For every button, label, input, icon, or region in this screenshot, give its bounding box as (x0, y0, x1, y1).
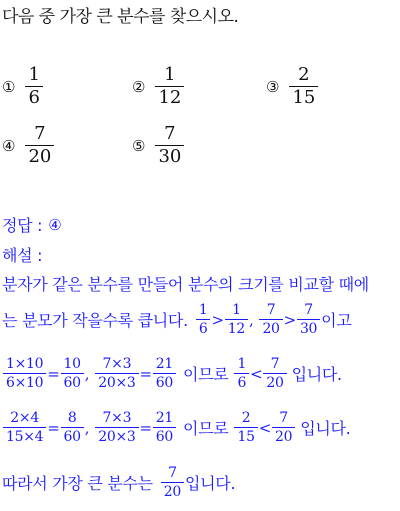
denominator: 20 (25, 145, 54, 166)
equals: = (47, 364, 60, 383)
comma: , (84, 418, 90, 437)
denominator: 60 (153, 427, 176, 444)
denominator: 60 (61, 427, 84, 444)
fraction (3, 411, 46, 444)
fraction (3, 357, 46, 390)
option-fraction (25, 125, 54, 166)
answer-line (2, 213, 61, 236)
option-fraction (25, 66, 42, 107)
line2-text: 는 분모가 작을수록 큽니다. (2, 311, 188, 330)
option-marker: ④ (2, 136, 16, 155)
less-than: < (250, 364, 263, 383)
fraction (196, 303, 211, 336)
line4-mid: 이므로 (183, 419, 229, 438)
numerator: 7×3 (102, 410, 132, 426)
option-marker: ① (2, 77, 16, 96)
line5-tail: 입니다. (184, 474, 236, 493)
option-fraction (289, 66, 318, 107)
explanation-line-5 (2, 466, 235, 499)
denominator: 12 (225, 319, 248, 336)
fraction (259, 303, 282, 336)
fraction (272, 411, 295, 444)
option-1[interactable] (2, 66, 43, 107)
denominator: 6×10 (3, 373, 46, 390)
numerator: 2 (241, 410, 251, 426)
explanation-line-4 (2, 411, 350, 444)
numerator: 1 (232, 302, 241, 318)
fraction (95, 411, 138, 444)
comma: , (248, 310, 254, 329)
numerator: 7 (168, 465, 177, 481)
equals: = (139, 418, 152, 437)
fraction (263, 357, 286, 390)
denominator: 20 (263, 373, 286, 390)
numerator: 7 (304, 302, 313, 318)
fraction (153, 411, 176, 444)
denominator: 6 (196, 319, 211, 336)
option-marker: ⑤ (132, 136, 146, 155)
numerator: 7 (266, 302, 276, 318)
less-than: < (258, 418, 271, 437)
fraction (153, 357, 176, 390)
fraction (61, 357, 84, 390)
numerator: 7×3 (102, 356, 132, 372)
denominator: 20×3 (95, 373, 138, 390)
option-4[interactable] (2, 125, 54, 166)
numerator: 21 (155, 356, 173, 372)
denominator: 20×3 (95, 427, 138, 444)
line5-text: 따라서 가장 큰 분수는 (2, 474, 153, 493)
greater-than: > (211, 310, 224, 329)
option-marker: ③ (266, 77, 280, 96)
denominator: 30 (297, 319, 320, 336)
fraction (297, 303, 320, 336)
denominator: 6 (234, 373, 249, 390)
denominator: 20 (259, 319, 282, 336)
line4-tail: 입니다. (300, 419, 351, 438)
explanation-line-3 (2, 357, 342, 390)
line2-tail: 이고 (321, 311, 352, 330)
denominator: 6 (25, 86, 42, 107)
numerator: 7 (270, 356, 280, 372)
numerator: 21 (155, 410, 173, 426)
fraction (225, 303, 248, 336)
explanation-label: 해설 : (2, 246, 43, 265)
denominator: 12 (155, 86, 184, 107)
answer-label: 정답 : (2, 216, 43, 235)
explanation-line-2 (2, 303, 351, 336)
numerator: 2 (298, 64, 310, 85)
numerator: 7 (34, 123, 46, 144)
equals: = (47, 418, 60, 437)
numerator: 7 (164, 123, 176, 144)
option-fraction (155, 66, 184, 107)
comma: , (84, 364, 90, 383)
line3-mid: 이므로 (183, 365, 229, 384)
option-3[interactable] (266, 66, 318, 107)
numerator: 1 (198, 302, 208, 318)
denominator: 15 (289, 86, 318, 107)
equals: = (139, 364, 152, 383)
greater-than: > (283, 310, 296, 329)
line3-tail: 입니다. (291, 365, 342, 384)
option-5[interactable] (132, 125, 184, 166)
numerator: 1 (28, 64, 40, 85)
denominator: 30 (155, 145, 184, 166)
denominator: 15 (234, 427, 257, 444)
explanation-line-1: 분자가 같은 분수를 만들어 분수의 크기를 비교할 때에 (2, 275, 369, 294)
numerator: 8 (67, 410, 77, 426)
denominator: 60 (61, 373, 84, 390)
numerator: 1×10 (6, 356, 44, 372)
answer-value: ④ (48, 215, 62, 234)
denominator: 60 (153, 373, 176, 390)
option-marker: ② (132, 77, 146, 96)
numerator: 10 (63, 356, 81, 372)
fraction (234, 357, 249, 390)
fraction (61, 411, 84, 444)
denominator: 20 (272, 427, 295, 444)
fraction (161, 466, 184, 499)
numerator: 1 (164, 64, 176, 85)
numerator: 7 (279, 410, 288, 426)
denominator: 20 (161, 482, 184, 499)
numerator: 2×4 (10, 410, 39, 426)
fraction (234, 411, 257, 444)
fraction (95, 357, 138, 390)
numerator: 1 (237, 356, 247, 372)
question-text: 다음 중 가장 큰 분수를 찾으시오. (2, 7, 239, 27)
option-fraction (155, 125, 184, 166)
option-2[interactable] (132, 66, 184, 107)
denominator: 15×4 (3, 427, 46, 444)
